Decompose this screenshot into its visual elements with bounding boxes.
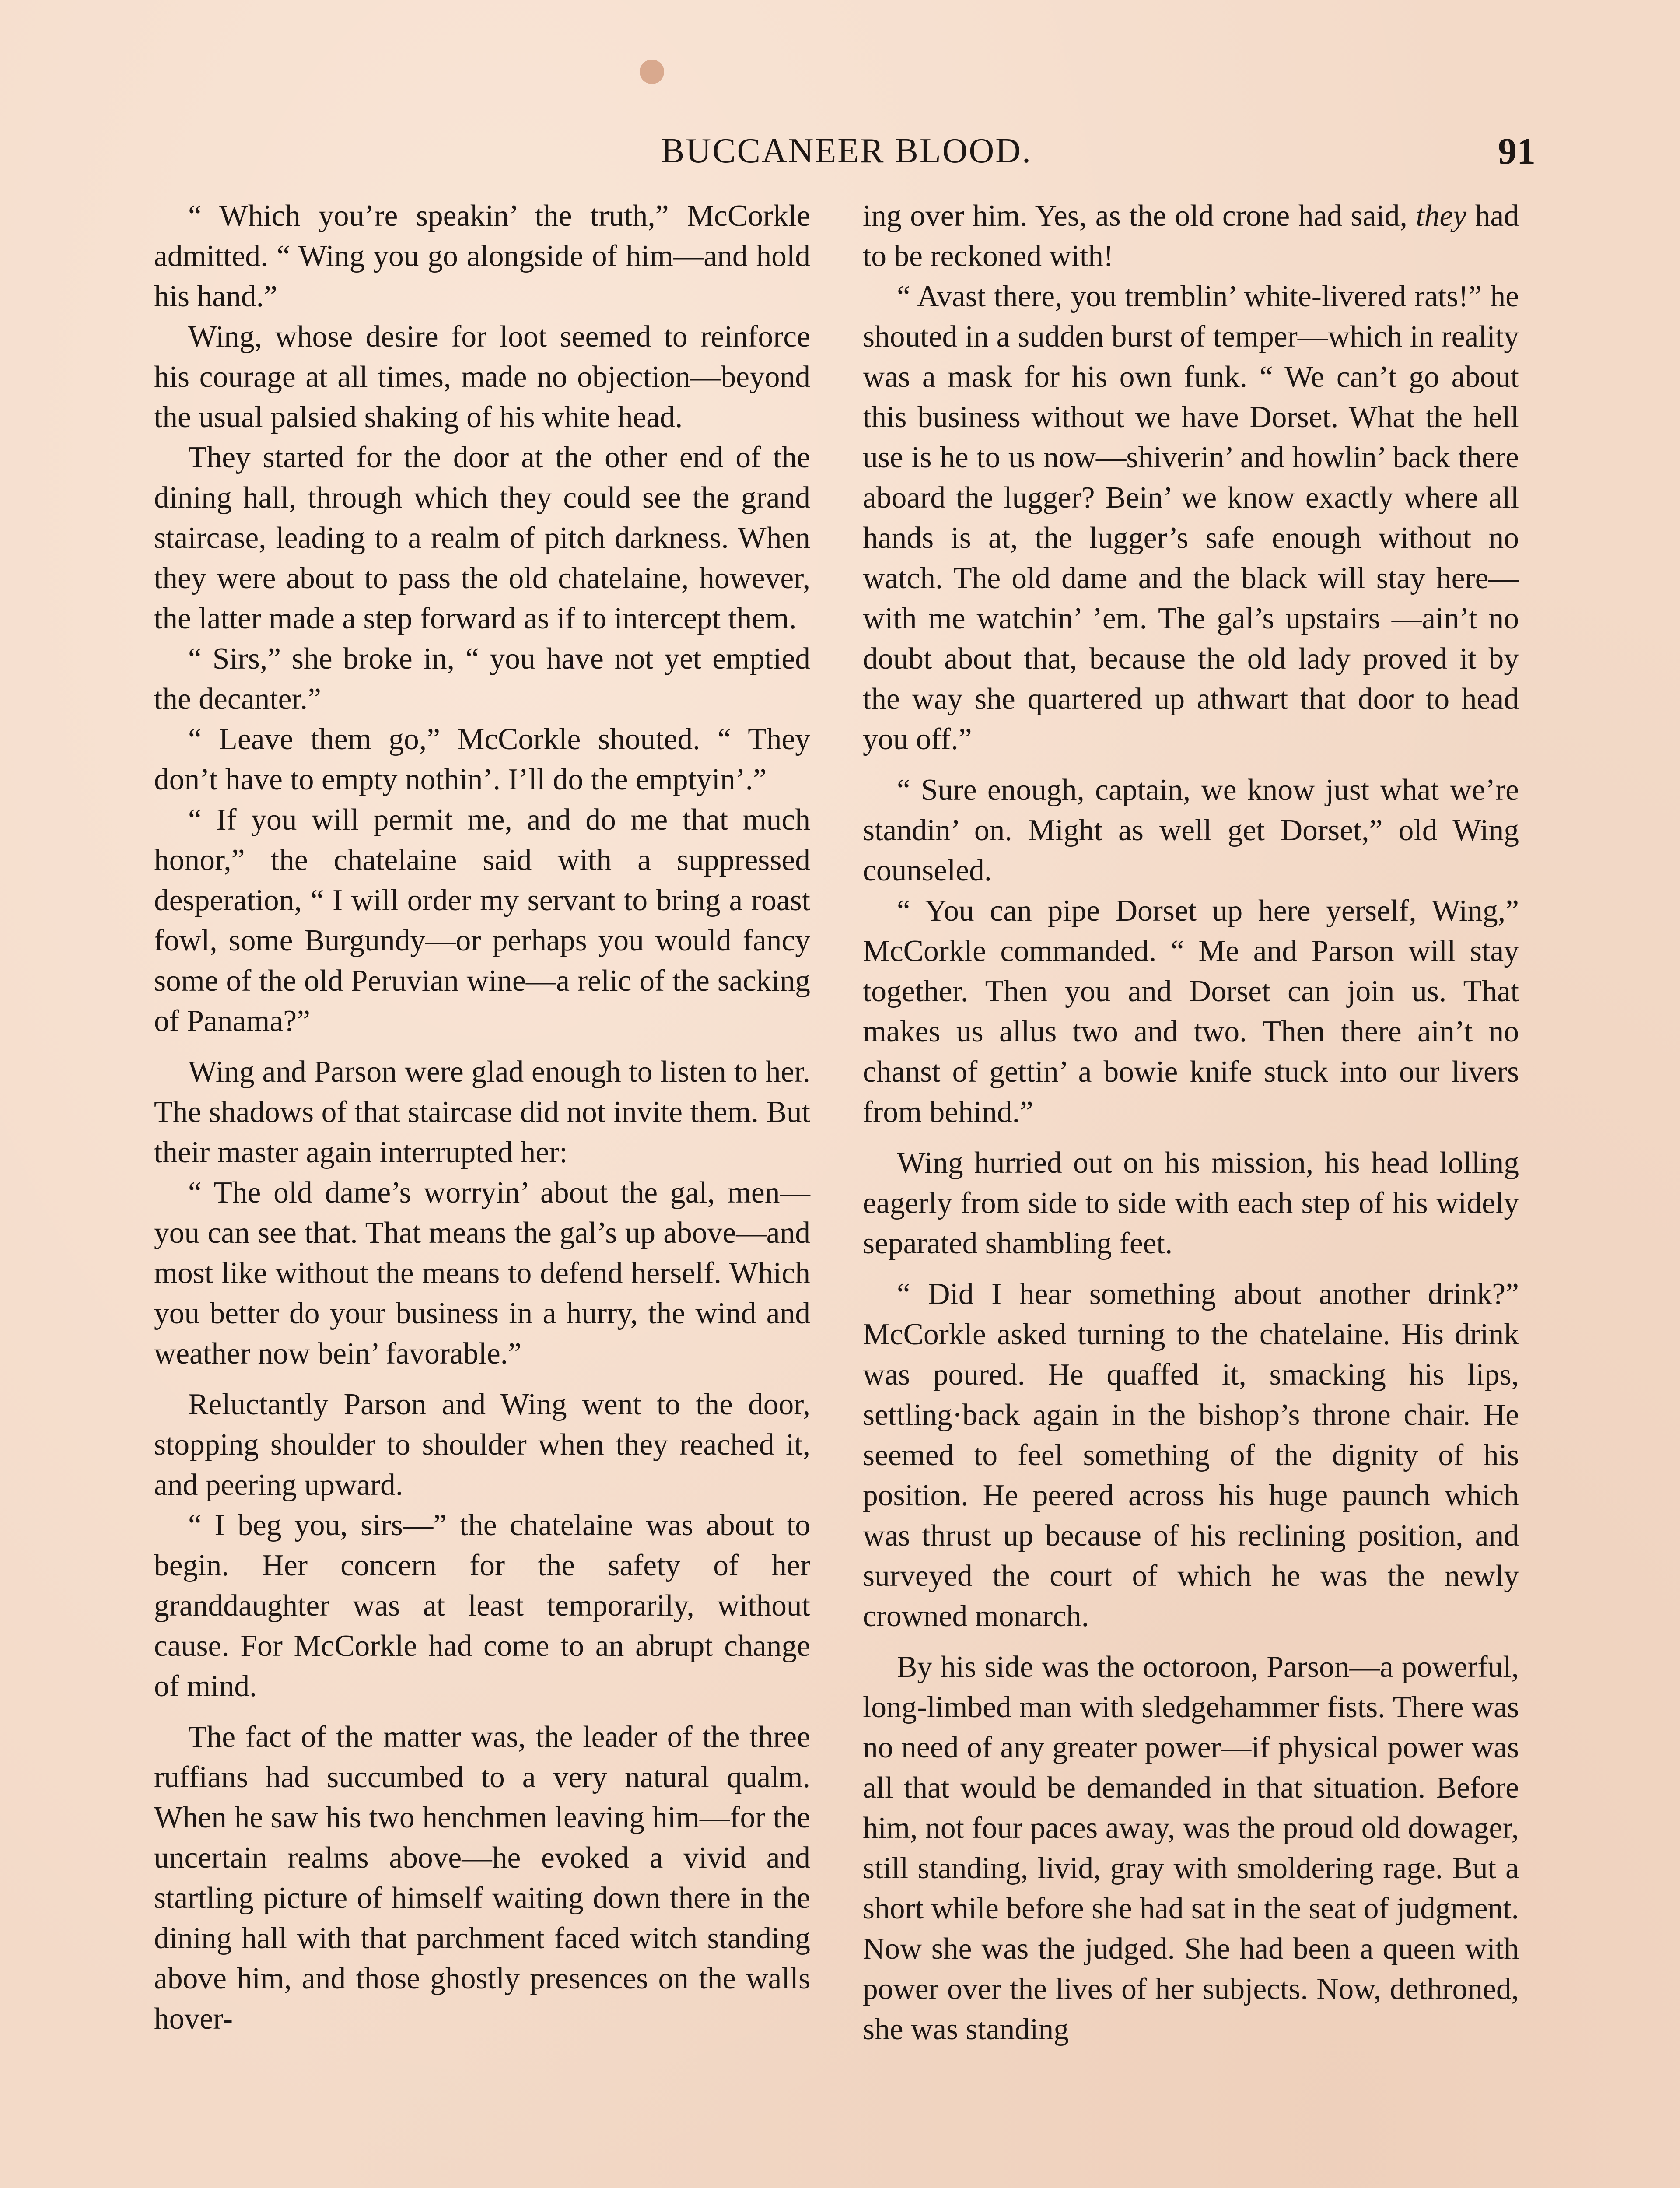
paragraph: “ Leave them go,” McCorkle shouted. “ They don’t have to empty nothin’. I’ll do the emptyin’.” (154, 722, 810, 796)
page-header (158, 127, 1536, 175)
continued-paragraph (863, 196, 1519, 277)
paper-blemish (640, 60, 664, 84)
page-number: 91 (1498, 130, 1536, 172)
running-title: BUCCANEER BLOOD. (661, 132, 1032, 170)
emphasis-text: they (1416, 199, 1467, 233)
paragraph: Wing and Parson were glad enough to listen to her. The shadows of that staircase did not invite them. But their master again interrupted her: (154, 1055, 810, 1169)
paragraph: Reluctantly Parson and Wing went to the door, stopping shoulder to shoulder when they reached it, and peering upward. (154, 1388, 810, 1502)
paragraph: Wing hurried out on his mission, his head lolling eagerly from side to side with each step of his widely separated shambling feet. (863, 1146, 1519, 1260)
paragraph: “ Did I hear something about another drink?” McCorkle asked turning to the chatelaine. His drink was poured. He quaffed it, smacking his lips, settling·back again in the bishop’s throne chair. He seemed to feel something of the dignity of his position. He peered across his huge paunch which was thrust up because of his reclining position, and surveyed the court of which he was the newly crowned monarch. (863, 1277, 1519, 1633)
continued-text-tail: had to be reckoned with! (863, 199, 1519, 273)
paragraph: “ Sirs,” she broke in, “ you have not yet emptied the decanter.” (154, 642, 810, 716)
right-column (863, 196, 1519, 2050)
paragraph: The fact of the matter was, the leader of the three ruffians had succumbed to a very natural qualm. When he saw his two henchmen leaving him—for the uncertain realms above—he evoked a vivid and startling picture of himself waiting down there in the dining hall with that parchment faced witch standing above him, and those ghostly presences on the walls hover- (154, 1720, 810, 2036)
continued-text: ing over him. Yes, as the old crone had said, (863, 199, 1407, 233)
paragraph: “ You can pipe Dorset up here yerself, Wing,” McCorkle commanded. “ Me and Parson will stay together. Then you and Dorset can join us. That makes us allus two and two. Then there ain’t no chanst of gettin’ a bowie knife stuck into our livers from behind.” (863, 894, 1519, 1129)
left-column (154, 196, 810, 2039)
paragraph: Wing, whose desire for loot seemed to reinforce his courage at all times, made no objection—beyond the usual palsied shaking of his white head. (154, 320, 810, 434)
paragraph: By his side was the octoroon, Parson—a powerful, long-limbed man with sledgehammer fists. There was no need of any greater power—if physical power was all that would be demanded in that situation. Before him, not four paces away, was the proud old dowager, still standing, livid, gray with smoldering rage. But a short while before she had sat in the seat of judgment. Now she was the judged. She had been a queen with power over the lives of her subjects. Now, dethroned, she was standing (863, 1650, 1519, 2046)
paragraph: “ The old dame’s worryin’ about the gal, men—you can see that. That means the gal’s up above—and most like without the means to defend herself. Which you better do your business in a hurry, the wind and weather now bein’ favorable.” (154, 1176, 810, 1371)
paragraph: “ I beg you, sirs—” the chatelaine was about to begin. Her concern for the safety of her granddaughter was at least temporarily, without cause. For McCorkle had come to an abrupt change of mind. (154, 1508, 810, 1703)
paragraph: “ Sure enough, captain, we know just what we’re standin’ on. Might as well get Dorset,” old Wing counseled. (863, 773, 1519, 887)
paragraph: “ If you will permit me, and do me that much honor,” the chatelaine said with a suppressed desperation, “ I will order my servant to bring a roast fowl, some Burgundy—or perhaps you would fancy some of the old Peruvian wine—a relic of the sacking of Panama?” (154, 803, 810, 1038)
paragraph: “ Avast there, you tremblin’ white-livered rats!” he shouted in a sudden burst of temper—which in reality was a mask for his own funk. “ We can’t go about this business without we have Dorset. What the hell use is he to us now—shiverin’ and howlin’ back there aboard the lugger? Bein’ we know exactly where all hands is at, the lugger’s safe enough without no watch. The old dame and the black will stay here—with me watchin’ ’em. The gal’s upstairs —ain’t no doubt about that, because the old lady proved it by the way she quartered up athwart that door to head you off.” (863, 280, 1519, 756)
paragraph: “ Which you’re speakin’ the truth,” McCorkle admitted. “ Wing you go alongside of him—and hold his hand.” (154, 199, 810, 313)
paragraph: They started for the door at the other end of the dining hall, through which they could see the grand staircase, leading to a realm of pitch darkness. When they were about to pass the old chatelaine, however, the latter made a step forward as if to intercept them. (154, 441, 810, 635)
